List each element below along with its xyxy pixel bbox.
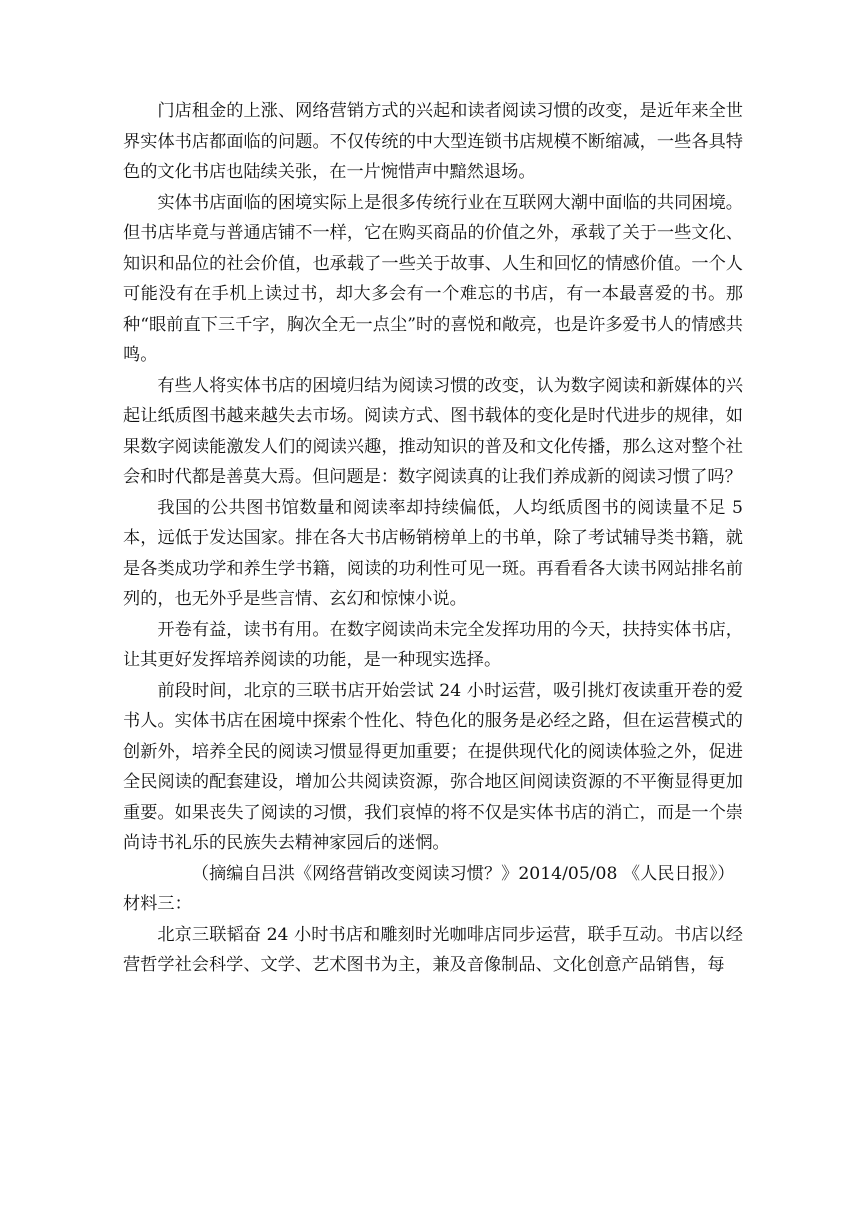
- document-page: [123, 96, 743, 981]
- paragraph-2: 实体书店面临的困境实际上是很多传统行业在互联网大潮中面临的共同困境。但书店毕竟与普通店铺不一样，它在购买商品的价值之外，承载了关于一些文化、知识和品位的社会价值，也承载了一些关于故事、人生和回忆的情感价值。一个人可能没有在手机上读过书，却大多会有一个难忘的书店，有一本最喜爱的书。那种“眼前直下三千字，胸次全无一点尘”时的喜悦和敞亮，也是许多爱书人的情感共鸣。: [123, 192, 743, 365]
- paragraph-1: 门店租金的上涨、网络营销方式的兴起和读者阅读习惯的改变，是近年来全世界实体书店都面临的问题。不仅传统的中大型连锁书店规模不断缩减，一些各具特色的文化书店也陆续关张，在一片惋惜声中黯然退场。: [123, 101, 743, 182]
- source-citation: （摘编自吕洪《网络营销改变阅读习惯？》2014/05/08 《人民日报》）: [191, 863, 735, 884]
- paragraph-6: 前段时间，北京的三联书店开始尝试 24 小时运营，吸引挑灯夜读重开卷的爱书人。实体书店在困境中探索个性化、特色化的服务是必经之路，但在运营模式的创新外，培养全民的阅读习惯显得更加重要；在提供现代化的阅读体验之外，促进全民阅读的配套建设，增加公共阅读资源，弥合地区间阅读资源的不平衡显得更加重要。如果丧失了阅读的习惯，我们哀悼的将不仅是实体书店的消亡，而是一个崇尚诗书礼乐的民族失去精神家园后的迷惘。: [123, 680, 743, 853]
- paragraph-material-3: 北京三联韬奋 24 小时书店和雕刻时光咖啡店同步运营，联手互动。书店以经营哲学社会科学、文学、艺术图书为主，兼及音像制品、文化创意产品销售，每: [123, 924, 743, 975]
- paragraph-4: 我国的公共图书馆数量和阅读率却持续偏低，人均纸质图书的阅读量不足 5 本，远低于发达国家。排在各大书店畅销榜单上的书单，除了考试辅导类书籍，就是各类成功学和养生学书籍，阅读的功利性可见一斑。再看看各大读书网站排名前列的，也无外乎是些言情、玄幻和惊悚小说。: [123, 497, 743, 609]
- material-label: 材料三：: [123, 894, 192, 914]
- paragraph-5: 开卷有益，读书有用。在数字阅读尚未完全发挥功用的今天，扶持实体书店，让其更好发挥培养阅读的功能，是一种现实选择。: [123, 619, 743, 670]
- paragraph-3: 有些人将实体书店的困境归结为阅读习惯的改变，认为数字阅读和新媒体的兴起让纸质图书越来越失去市场。阅读方式、图书载体的变化是时代进步的规律，如果数字阅读能激发人们的阅读兴趣，推动知识的普及和文化传播，那么这对整个社会和时代都是善莫大焉。但问题是：数字阅读真的让我们养成新的阅读习惯了吗？: [123, 375, 743, 487]
